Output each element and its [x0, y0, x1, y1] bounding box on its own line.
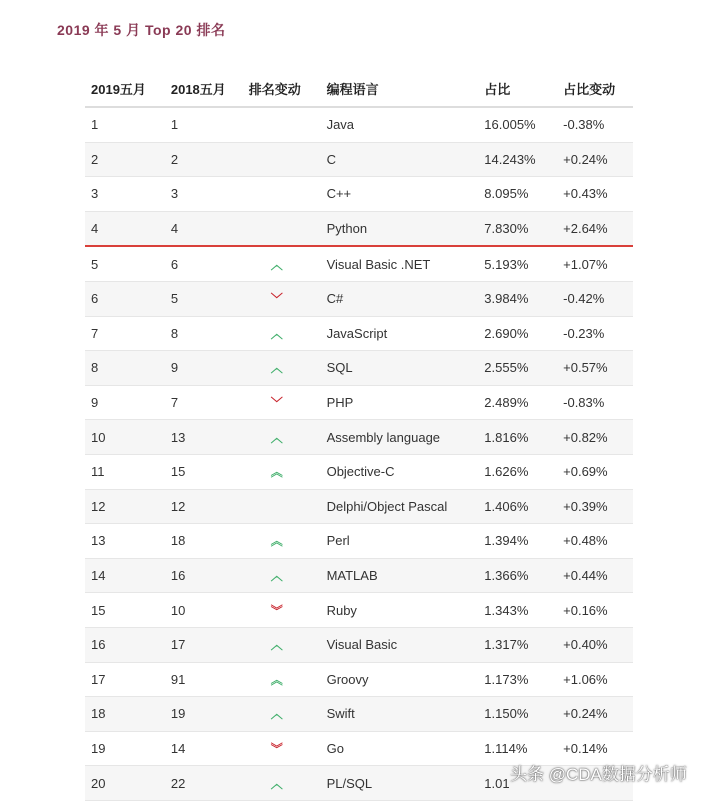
language: Assembly language	[326, 429, 441, 445]
rank-change	[249, 394, 327, 411]
share: 1.317%	[484, 637, 529, 653]
rank-2018: 9	[170, 360, 179, 376]
header-share-change: 占比变动	[563, 81, 616, 97]
language: Delphi/Object Pascal	[326, 498, 448, 514]
rank-2018: 6	[170, 256, 179, 272]
rank-change	[249, 602, 327, 619]
table-row	[85, 212, 633, 248]
language: C++	[326, 186, 352, 202]
header-language: 编程语言	[326, 81, 379, 97]
share-change: +0.57%	[563, 360, 608, 376]
rank-2018: 15	[170, 464, 186, 480]
rank-2019: 5	[91, 256, 99, 272]
rank-2018: 8	[170, 325, 179, 341]
table-row	[85, 108, 633, 143]
share: 1.626%	[484, 464, 529, 480]
rank-change	[249, 775, 327, 792]
share: 1.343%	[484, 602, 529, 618]
chevron-down-icon: ﹀	[270, 292, 283, 307]
double-chevron-down-icon: ︾	[270, 741, 283, 756]
rank-2018: 2	[170, 151, 179, 167]
rank-2019: 19	[91, 740, 106, 756]
rank-2018: 16	[170, 568, 186, 584]
rank-2019: 14	[91, 568, 106, 584]
rank-2019: 10	[91, 429, 106, 445]
language: Objective-C	[326, 464, 395, 480]
rank-change	[249, 740, 327, 757]
chevron-up-icon: ︿	[270, 430, 283, 445]
share: 1.114%	[484, 740, 528, 756]
language: Groovy	[326, 671, 369, 687]
rank-2018: 18	[170, 533, 186, 549]
rank-2018: 14	[170, 740, 186, 756]
table-row	[85, 420, 633, 455]
share: 1.173%	[484, 671, 529, 687]
rank-2018: 5	[170, 291, 179, 307]
share-change: +0.14%	[563, 740, 608, 756]
share: 1.394%	[484, 533, 529, 549]
rank-2019: 6	[91, 291, 99, 307]
rank-change	[249, 256, 327, 273]
header-2018: 2018五月	[170, 81, 226, 97]
table-row	[85, 386, 633, 421]
share: 2.555%	[484, 360, 529, 376]
share-change: +0.44%	[563, 568, 608, 584]
language: C	[326, 151, 336, 167]
rank-2018: 10	[170, 602, 186, 618]
table-row	[85, 593, 633, 628]
share-change: +2.64%	[563, 221, 608, 237]
watermark: 头条 @CDA数据分析师	[510, 765, 687, 784]
rank-2018: 22	[170, 775, 186, 791]
rank-2018: 4	[170, 221, 179, 237]
share: 1.01	[484, 775, 510, 791]
share: 1.366%	[484, 568, 529, 584]
language: Go	[326, 740, 344, 756]
rank-2019: 8	[91, 360, 99, 376]
table-row	[85, 663, 633, 698]
table-header	[85, 70, 633, 108]
language: Swift	[326, 706, 355, 722]
language: C#	[326, 291, 344, 307]
share: 3.984%	[484, 291, 529, 307]
rank-2019: 2	[91, 151, 99, 167]
share: 5.193%	[484, 256, 529, 272]
rank-2018: 1	[170, 117, 179, 133]
page-title: 2019 年 5 月 Top 20 排名	[57, 22, 226, 38]
rank-2018: 91	[170, 671, 186, 687]
rank-2019: 17	[91, 671, 106, 687]
chevron-up-icon: ︿	[270, 257, 283, 272]
rank-2018: 17	[170, 637, 186, 653]
rank-2018: 13	[170, 429, 186, 445]
chevron-up-icon: ︿	[270, 569, 283, 584]
share-change: +0.69%	[563, 464, 608, 480]
language: JavaScript	[326, 325, 388, 341]
rank-2019: 9	[91, 395, 99, 411]
rank-change	[249, 671, 327, 688]
rank-change	[249, 532, 327, 549]
language: Perl	[326, 533, 350, 549]
table-row	[85, 351, 633, 386]
language: PHP	[326, 395, 354, 411]
table-row	[85, 455, 633, 490]
share-change: +0.40%	[563, 637, 608, 653]
rank-2019: 11	[91, 464, 105, 480]
share-change: -0.38%	[563, 117, 605, 133]
table-row	[85, 524, 633, 559]
share-change: -0.23%	[563, 325, 605, 341]
share: 1.406%	[484, 498, 529, 514]
table-row	[85, 282, 633, 317]
chevron-up-icon: ︿	[270, 707, 283, 722]
rank-change	[249, 429, 327, 446]
chevron-up-icon: ︿	[270, 776, 283, 791]
rank-2018: 12	[170, 498, 186, 514]
chevron-down-icon: ﹀	[270, 396, 283, 411]
share-change: +0.16%	[563, 602, 608, 618]
share-change: +0.82%	[563, 429, 608, 445]
rank-2019: 15	[91, 602, 106, 618]
table-row	[85, 490, 633, 525]
language: PL/SQL	[326, 775, 373, 791]
share-change: +0.39%	[563, 498, 608, 514]
rank-change	[249, 463, 327, 480]
rank-change	[249, 567, 327, 584]
header-change: 排名变动	[248, 81, 301, 97]
chevron-up-icon: ︿	[270, 326, 283, 341]
table-row	[85, 177, 633, 212]
double-chevron-up-icon: ︽	[270, 465, 283, 480]
rank-2019: 1	[91, 117, 99, 133]
rank-2019: 12	[91, 498, 106, 514]
chevron-up-icon: ︿	[270, 638, 283, 653]
rank-change	[249, 359, 327, 376]
rank-change	[249, 325, 327, 342]
table-row	[85, 628, 633, 663]
double-chevron-up-icon: ︽	[270, 534, 283, 549]
language: Python	[326, 221, 368, 237]
share: 8.095%	[484, 186, 529, 202]
share: 1.150%	[484, 706, 529, 722]
share: 7.830%	[484, 221, 529, 237]
share-change: -0.83%	[563, 395, 605, 411]
rank-change	[249, 290, 327, 307]
double-chevron-down-icon: ︾	[270, 603, 283, 618]
table-row	[85, 143, 633, 178]
language: SQL	[326, 360, 353, 376]
language: Visual Basic .NET	[326, 256, 431, 272]
rank-2018: 19	[170, 706, 186, 722]
rank-2019: 3	[91, 186, 99, 202]
share: 2.690%	[484, 325, 529, 341]
share-change: +0.48%	[563, 533, 608, 549]
table-row	[85, 559, 633, 594]
rank-2019: 13	[91, 533, 106, 549]
share-change: +0.43%	[563, 186, 608, 202]
chevron-up-icon: ︿	[270, 361, 283, 376]
rank-2018: 3	[170, 186, 179, 202]
share-change: +1.06%	[563, 671, 608, 687]
ranking-table	[85, 70, 633, 801]
share-change: +0.24%	[563, 151, 608, 167]
share-change: +0.24%	[563, 706, 608, 722]
rank-change	[249, 636, 327, 653]
share: 16.005%	[484, 117, 536, 133]
double-chevron-up-icon: ︽	[270, 672, 283, 687]
rank-2019: 18	[91, 706, 106, 722]
header-share: 占比	[484, 81, 511, 97]
rank-2019: 16	[91, 637, 106, 653]
language: Ruby	[326, 602, 357, 618]
table-row	[85, 317, 633, 352]
table-row	[85, 697, 633, 732]
language: Java	[326, 117, 355, 133]
rank-2019: 7	[91, 325, 99, 341]
share-change: -0.42%	[563, 291, 605, 307]
rank-change	[249, 705, 327, 722]
rank-2019: 4	[91, 221, 99, 237]
share: 14.243%	[484, 151, 536, 167]
share: 1.816%	[484, 429, 529, 445]
share: 2.489%	[484, 395, 529, 411]
rank-2018: 7	[170, 395, 179, 411]
header-2019: 2019五月	[91, 81, 146, 97]
language: MATLAB	[326, 568, 378, 584]
share-change: +1.07%	[563, 256, 608, 272]
table-row	[85, 247, 633, 282]
language: Visual Basic	[326, 637, 398, 653]
rank-2019: 20	[91, 775, 106, 791]
